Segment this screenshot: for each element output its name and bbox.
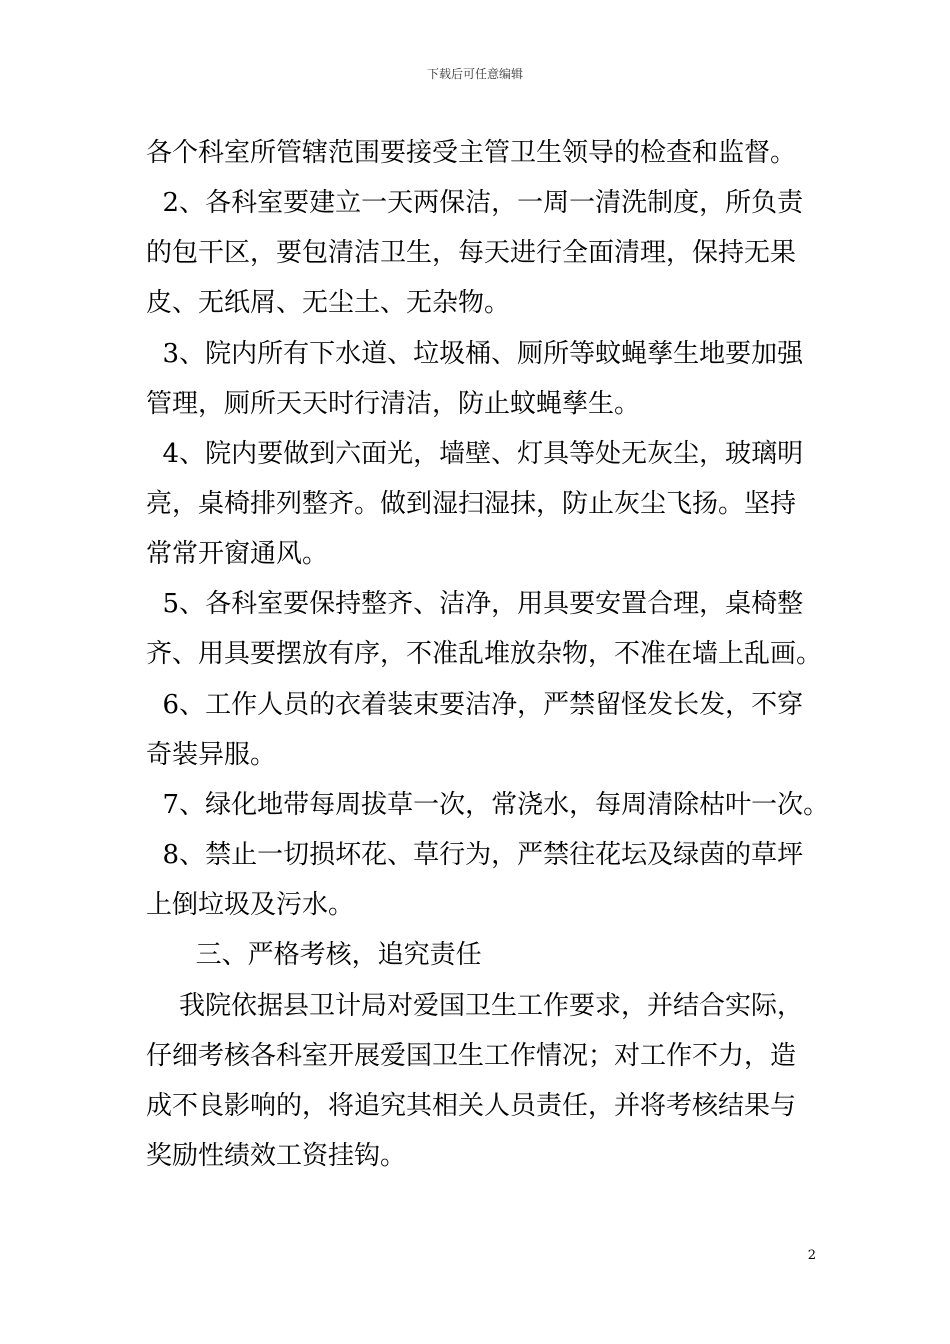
text-line: 仔细考核各科室开展爱国卫生工作情况；对工作不力，造 xyxy=(146,1041,797,1071)
section-heading: 三、严格考核，追究责任 xyxy=(146,940,482,970)
text-line: 齐、用具要摆放有序，不准乱堆放杂物，不准在墙上乱画。 xyxy=(146,639,823,669)
text-line: 2、各科室要建立一天两保洁，一周一清洗制度，所负责 xyxy=(146,188,804,218)
text-line: 各个科室所管辖范围要接受主管卫生领导的检查和监督。 xyxy=(146,138,797,168)
text-line: 奖励性绩效工资挂钩。 xyxy=(146,1141,407,1171)
text-line: 6、工作人员的衣着装束要洁净，严禁留怪发长发，不穿 xyxy=(146,690,804,720)
text-line: 我院依据县卫计局对爱国卫生工作要求，并结合实际， xyxy=(146,991,804,1021)
text-line: 亮，桌椅排列整齐。做到湿扫湿抹，防止灰尘飞扬。坚持 xyxy=(146,489,797,519)
text-line: 上倒垃圾及污水。 xyxy=(146,890,355,920)
text-line: 的包干区，要包清洁卫生，每天进行全面清理，保持无果 xyxy=(146,238,797,268)
text-line: 4、院内要做到六面光，墙壁、灯具等处无灰尘，玻璃明 xyxy=(146,439,804,469)
text-line: 3、院内所有下水道、垃圾桶、厕所等蚊蝇孳生地要加强 xyxy=(146,339,804,369)
page-number: 2 xyxy=(807,1248,816,1263)
text-line: 皮、无纸屑、无尘土、无杂物。 xyxy=(146,288,511,318)
text-line: 7、绿化地带每周拔草一次，常浇水，每周清除枯叶一次。 xyxy=(146,790,830,820)
text-line: 8、禁止一切损坏花、草行为，严禁往花坛及绿茵的草坪 xyxy=(146,840,804,870)
text-line: 管理，厕所天天时行清洁，防止蚊蝇孳生。 xyxy=(146,389,641,419)
text-line: 奇装异服。 xyxy=(146,740,277,770)
page-header: 下载后可任意编辑 xyxy=(426,67,523,81)
text-line: 常常开窗通风。 xyxy=(146,539,329,569)
text-line: 5、各科室要保持整齐、洁净，用具要安置合理，桌椅整 xyxy=(146,589,804,619)
text-line: 成不良影响的，将追究其相关人员责任，并将考核结果与 xyxy=(146,1091,797,1121)
